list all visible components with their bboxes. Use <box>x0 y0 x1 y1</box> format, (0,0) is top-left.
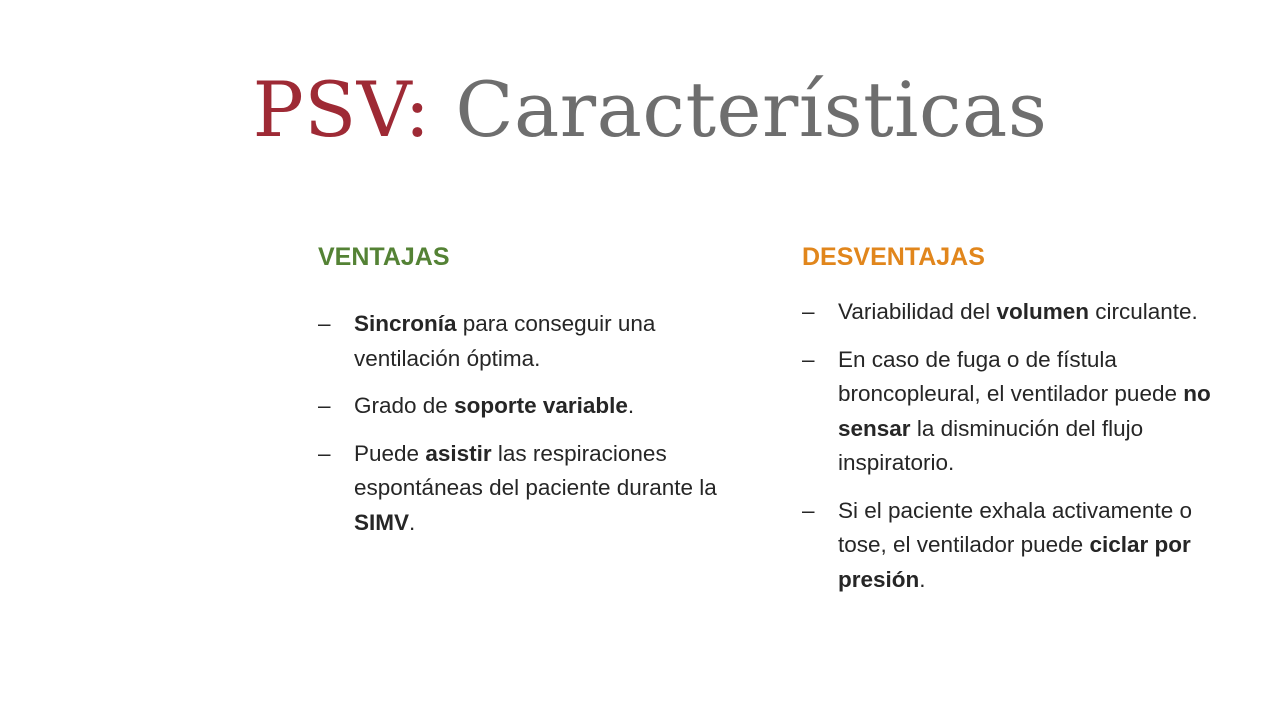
cons-heading: DESVENTAJAS <box>802 243 985 271</box>
bullet-text: circulante. <box>1088 299 1198 324</box>
bullet-text: . <box>919 566 926 592</box>
bold-term: soporte variable <box>454 393 628 418</box>
bullet-text: . <box>409 509 416 535</box>
title-main: Características <box>430 65 1048 154</box>
bullet-text: para conseguir una ventilación óptima. <box>354 311 656 371</box>
bullet-text: Variabilidad del <box>838 299 997 324</box>
bold-term: ciclar por presión <box>838 532 1191 592</box>
bold-term: SIMV <box>354 509 410 535</box>
list-item <box>802 295 1222 330</box>
dash-marker: – <box>318 440 331 466</box>
dash-marker: – <box>318 393 331 418</box>
bold-term: Sincronía <box>354 311 457 336</box>
bullet-text: En caso de fuga o de fístula broncopleural, el ventilador puede <box>838 346 1184 406</box>
list-item <box>318 389 718 424</box>
bullet-text: Grado de <box>354 393 455 418</box>
slide-title <box>0 62 1280 158</box>
cons-list <box>802 295 1222 610</box>
dash-marker: – <box>802 346 815 372</box>
list-item <box>318 307 718 376</box>
bullet-text: Puede <box>354 440 426 466</box>
title-prefix: PSV: <box>252 65 431 154</box>
pros-heading: VENTAJAS <box>318 243 450 271</box>
list-item <box>802 343 1222 481</box>
bold-term: volumen <box>996 299 1089 324</box>
list-item <box>318 437 718 541</box>
dash-marker: – <box>802 299 815 324</box>
dash-marker: – <box>802 497 815 523</box>
bullet-text: la disminución del flujo inspiratorio. <box>838 415 1144 475</box>
bullet-text: . <box>627 393 635 418</box>
bullet-text: Si el paciente exhala activamente o tose, el ventilador puede <box>838 497 1192 557</box>
bullet-text: las respiraciones espontáneas del paciente durante la <box>354 440 717 500</box>
bold-term: no sensar <box>838 381 1211 441</box>
dash-marker: – <box>318 311 331 336</box>
bold-term: asistir <box>425 440 492 466</box>
list-item <box>802 494 1222 598</box>
pros-list <box>318 307 718 553</box>
